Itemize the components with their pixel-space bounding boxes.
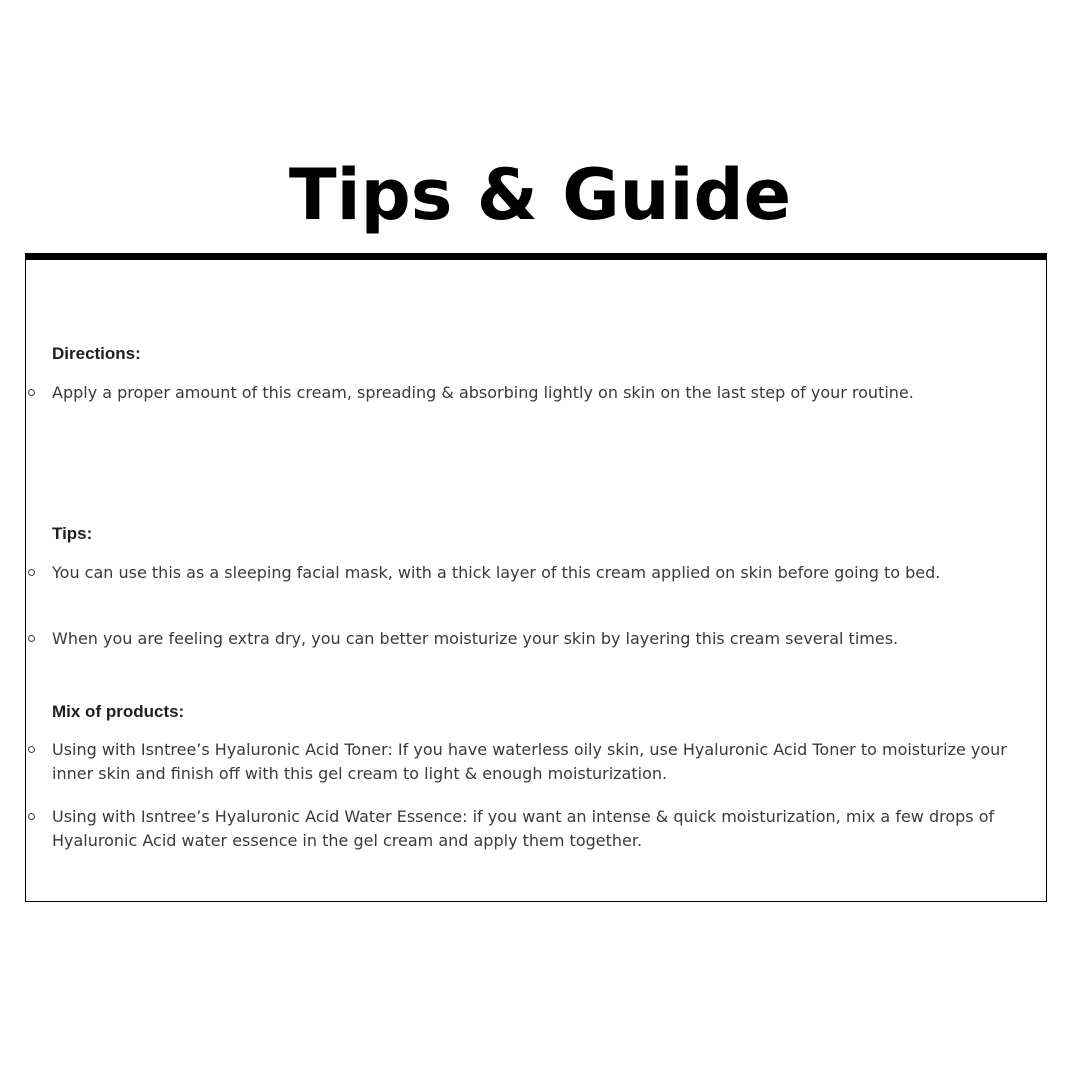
hollow-circle-bullet-icon [28,569,35,576]
mix-of-products-item [52,805,1012,853]
mix-of-products-item-text: Using with Isntree’s Hyaluronic Acid Water Essence: if you want an intense & quick moisturization, mix a few drops of Hyaluronic Acid water essence in the gel cream and apply them together. [52,807,995,850]
tips-item-text: When you are feeling extra dry, you can better moisturize your skin by layering this cream several times. [52,629,899,648]
tips-heading: Tips: [52,524,93,543]
directions-item-text: Apply a proper amount of this cream, spreading & absorbing lightly on skin on the last step of your routine. [52,383,914,402]
hollow-circle-bullet-icon [28,389,35,396]
tips-guide-panel [25,253,1047,902]
hollow-circle-bullet-icon [28,813,35,820]
tips-item [52,561,1012,585]
directions-item [52,381,1012,405]
page-title: Tips & Guide [288,154,792,236]
tips-item-text: You can use this as a sleeping facial mask, with a thick layer of this cream applied on skin before going to bed. [52,563,941,582]
mix-of-products-item-text: Using with Isntree’s Hyaluronic Acid Toner: If you have waterless oily skin, use Hyaluronic Acid Toner to moisturize your inner skin and finish off with this gel cream to light & enough moisturization. [52,740,1007,783]
directions-heading: Directions: [52,344,141,363]
tips-item [52,627,1012,651]
hollow-circle-bullet-icon [28,746,35,753]
hollow-circle-bullet-icon [28,635,35,642]
mix-of-products-heading: Mix of products: [52,702,185,721]
mix-of-products-item [52,738,1012,786]
